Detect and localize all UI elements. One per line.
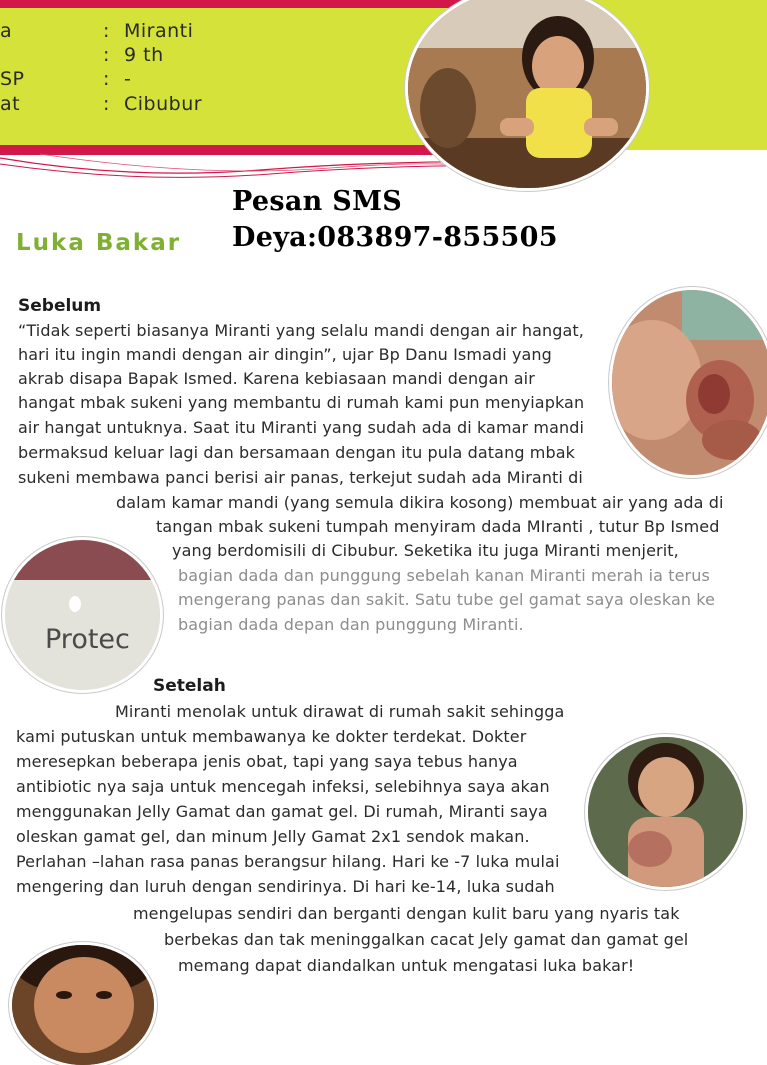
profile-colon: : xyxy=(103,44,110,66)
sms-title: Pesan SMS xyxy=(232,186,403,217)
before-line: tangan mbak sukeni tumpah menyiram dada MIranti , tutur Bp Ismed xyxy=(156,517,720,536)
after-line: Miranti menolak untuk dirawat di rumah sakit sehingga xyxy=(115,702,565,721)
profile-key: at xyxy=(0,93,21,115)
header-top-stripe xyxy=(0,0,470,8)
tube-label: Protec xyxy=(45,624,130,655)
after-line: Perlahan –lahan rasa panas berangsur hilang. Hari ke -7 luka mulai xyxy=(16,852,560,871)
after-line: kami putuskan untuk membawanya ke dokter terdekat. Dokter xyxy=(16,727,527,746)
after-heading: Setelah xyxy=(153,676,226,696)
before-line: dalam kamar mandi (yang semula dikira kosong) membuat air yang ada di xyxy=(116,493,724,512)
product-tube-illustration xyxy=(5,540,160,690)
before-heading: Sebelum xyxy=(18,296,102,316)
before-line: bagian dada dan punggung sebelah kanan Miranti merah ia terus xyxy=(178,566,710,585)
before-line: hangat mbak sukeni yang membantu di rumah kami pun menyiapkan xyxy=(18,393,585,412)
girl-face-photo xyxy=(12,945,154,1065)
before-line: bermaksud keluar lagi dan bersamaan dengan itu pula datang mbak xyxy=(18,443,575,462)
after-line: memang dapat diandalkan untuk mengatasi luka bakar! xyxy=(178,956,635,975)
profile-colon: : xyxy=(103,68,110,90)
before-line: mengerang panas dan sakit. Satu tube gel gamat saya oleskan ke xyxy=(178,590,716,609)
profile-colon: : xyxy=(103,20,110,42)
profile-key: SP xyxy=(0,68,25,90)
profile-key: a xyxy=(0,20,13,42)
girl-portrait-illustration xyxy=(408,0,646,188)
after-line: mengering dan luruh dengan sendirinya. Di hari ke-14, luka sudah xyxy=(16,877,555,896)
profile-value: Cibubur xyxy=(124,93,203,115)
after-line: berbekas dan tak meninggalkan cacat Jely gamat dan gamat gel xyxy=(164,930,689,949)
before-line: bagian dada depan dan punggung Miranti. xyxy=(178,615,524,634)
sms-contact: Deya:083897-855505 xyxy=(232,222,558,253)
before-line: yang berdomisili di Cibubur. Seketika itu juga Miranti menjerit, xyxy=(172,541,679,560)
healing-girl-photo xyxy=(588,737,743,887)
after-line: mengelupas sendiri dan berganti dengan kulit baru yang nyaris tak xyxy=(133,904,680,923)
before-line: hari itu ingin mandi dengan air dingin”, ujar Bp Danu Ismadi yang xyxy=(18,345,552,364)
after-line: antibiotic nya saja untuk mencegah infeksi, selebihnya saya akan xyxy=(16,777,550,796)
profile-row-place xyxy=(0,93,420,119)
girl-face-illustration xyxy=(12,945,154,1065)
burn-wound-illustration xyxy=(612,290,767,475)
profile-value: - xyxy=(124,68,132,90)
healing-girl-illustration xyxy=(588,737,743,887)
before-line: sukeni membawa panci berisi air panas, terkejut sudah ada Miranti di xyxy=(18,468,583,487)
after-line: menggunakan Jelly Gamat dan gamat gel. Di rumah, Miranti saya xyxy=(16,802,548,821)
profile-colon: : xyxy=(103,93,110,115)
profile-row-sp xyxy=(0,68,420,94)
product-tube-photo xyxy=(5,540,160,690)
profile-header-band xyxy=(0,0,767,150)
section-title: Luka Bakar xyxy=(16,230,182,256)
burn-wound-photo xyxy=(612,290,767,475)
profile-value: Miranti xyxy=(124,20,194,42)
before-line: “Tidak seperti biasanya Miranti yang selalu mandi dengan air hangat, xyxy=(18,321,584,340)
profile-row-name xyxy=(0,20,420,46)
after-line: meresepkan beberapa jenis obat, tapi yang saya tebus hanya xyxy=(16,752,518,771)
girl-portrait-photo xyxy=(408,0,646,188)
after-line: oleskan gamat gel, dan minum Jelly Gamat 2x1 sendok makan. xyxy=(16,827,530,846)
before-line: akrab disapa Bapak Ismed. Karena kebiasaan mandi dengan air xyxy=(18,369,535,388)
profile-value: 9 th xyxy=(124,44,164,66)
profile-row-age xyxy=(0,44,420,70)
before-line: air hangat untuknya. Saat itu Miranti yang sudah ada di kamar mandi xyxy=(18,418,585,437)
